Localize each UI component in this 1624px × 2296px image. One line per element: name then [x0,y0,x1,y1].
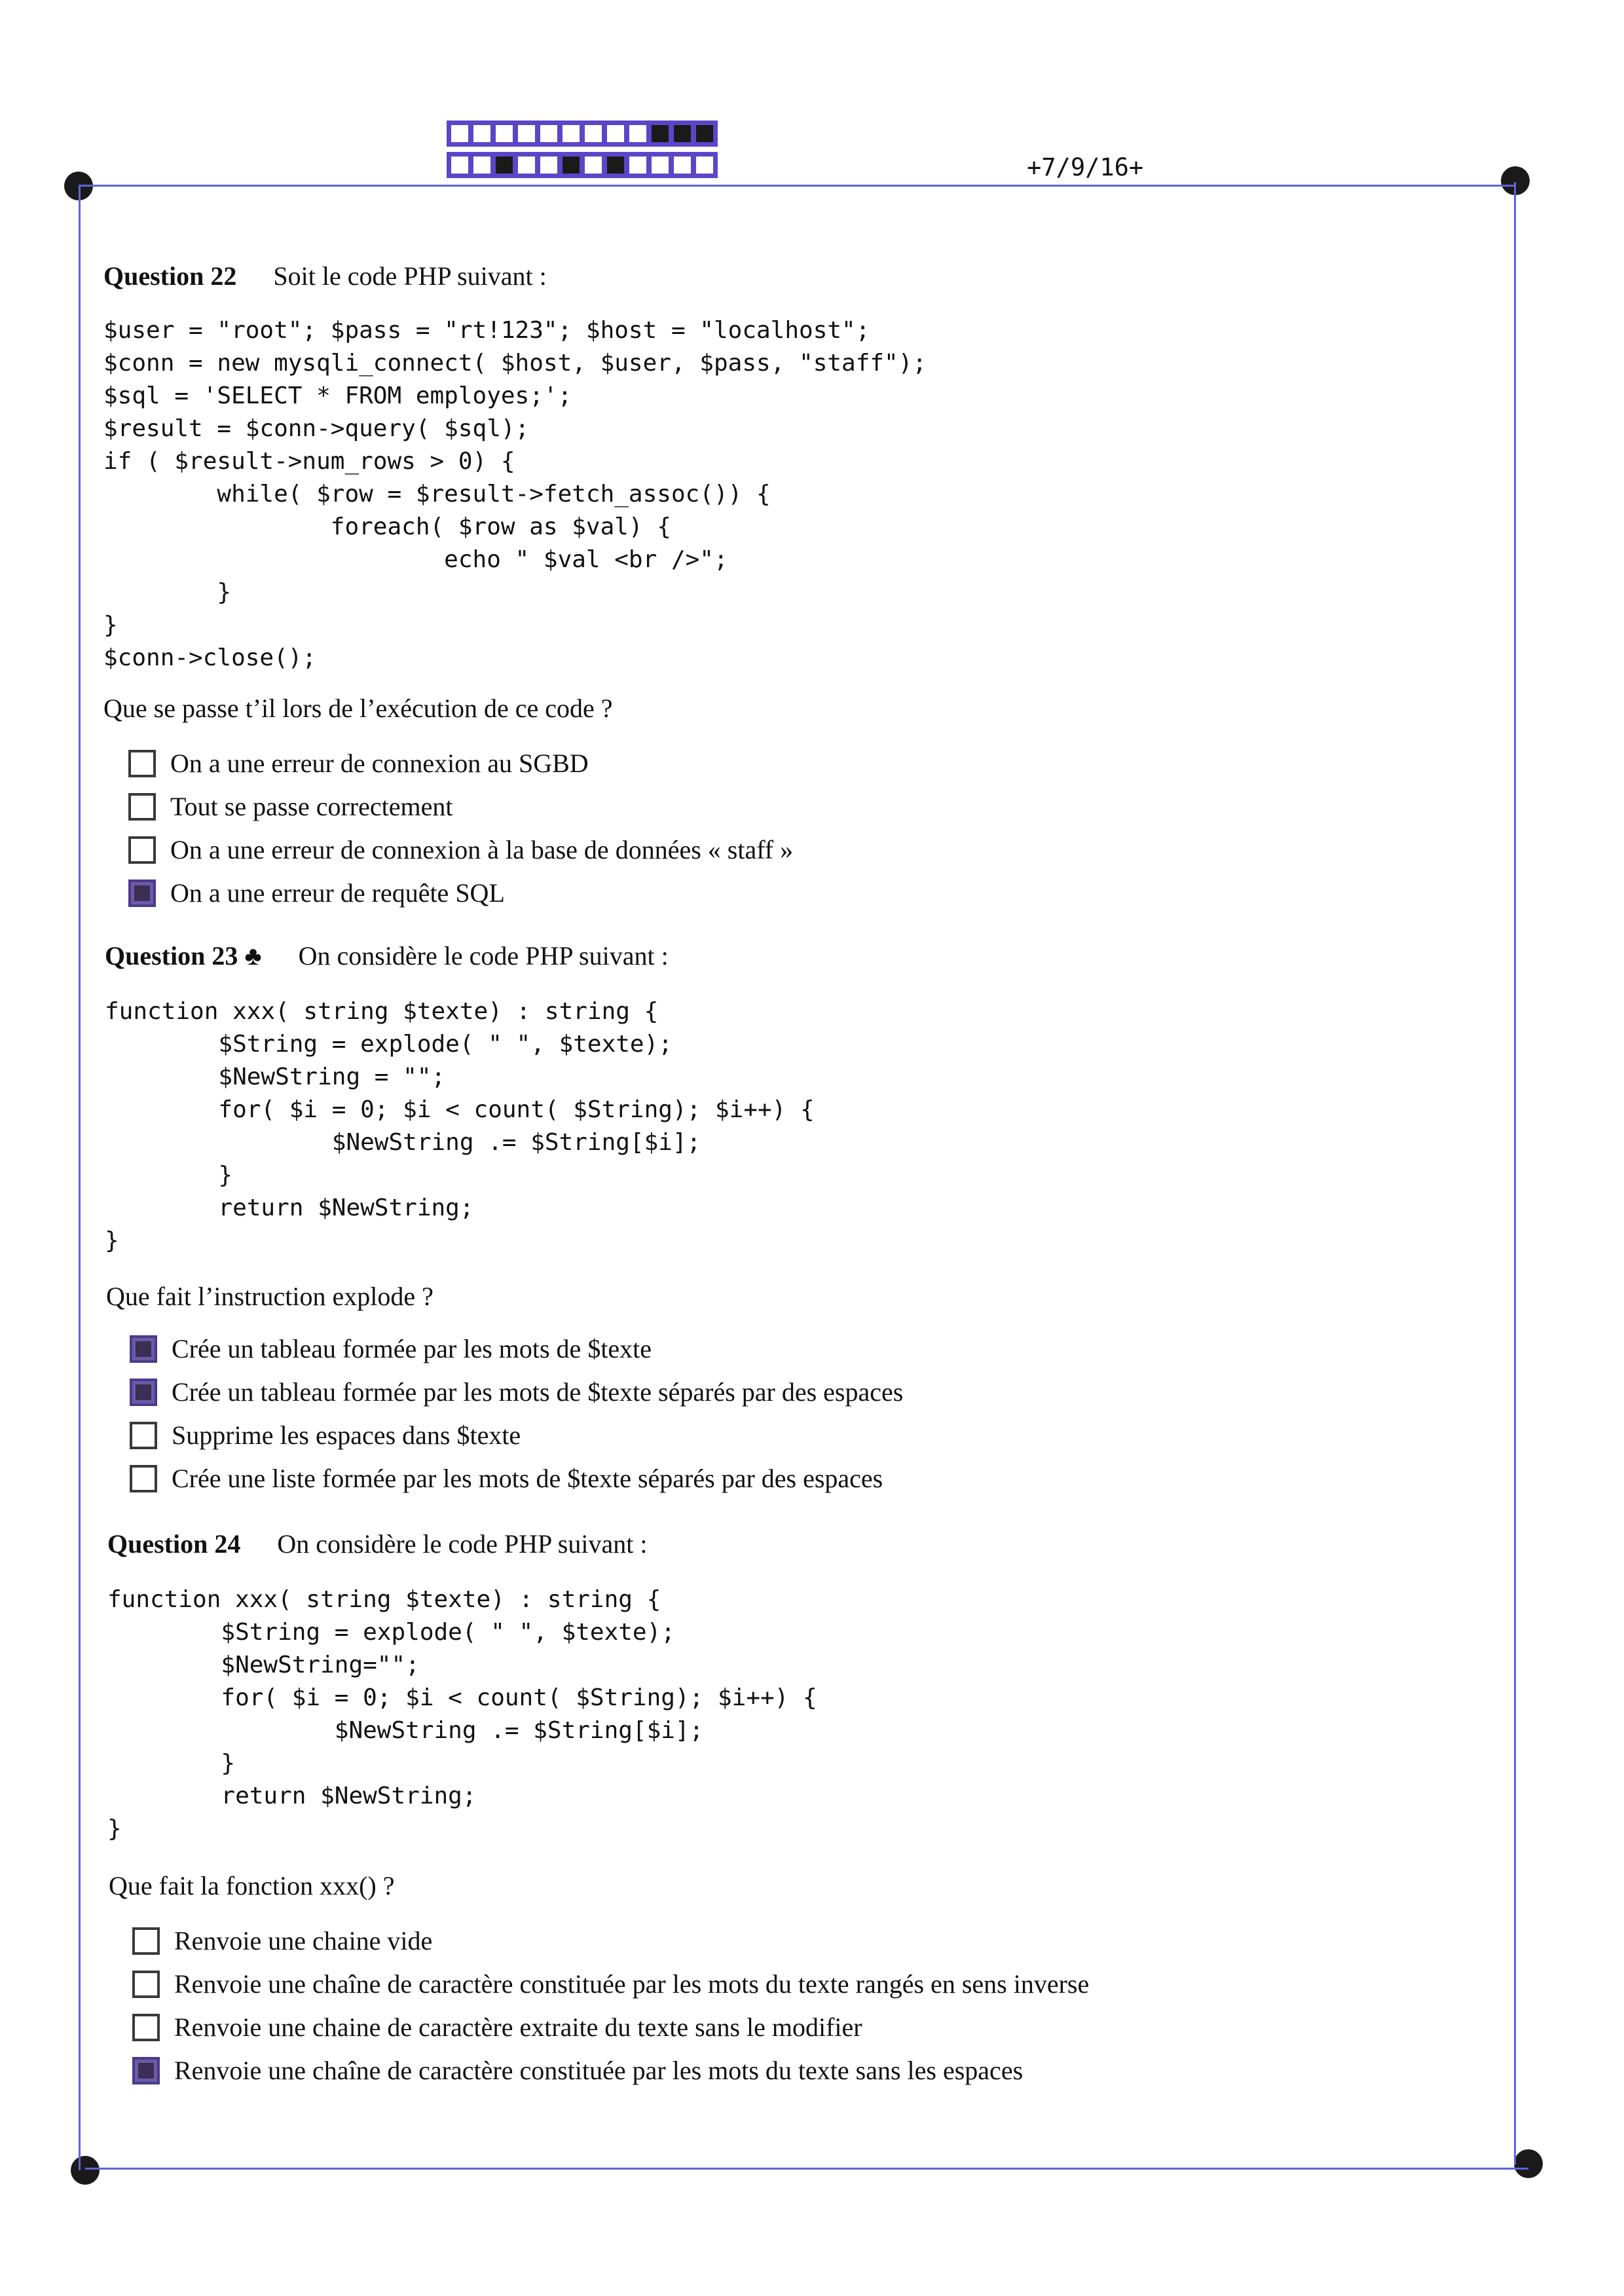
answer-option[interactable] [132,2055,1023,2086]
answer-option[interactable] [132,2012,862,2043]
checkbox[interactable] [130,1379,157,1406]
page-code: +7/9/16+ [1027,153,1144,181]
code-cell [515,154,538,176]
question-intro: On considère le code PHP suivant : [277,1529,648,1559]
option-label: Supprime les espaces dans $texte [172,1420,521,1450]
question-24-header [107,1528,647,1559]
answer-option[interactable] [128,748,589,779]
question-prompt: Que fait l’instruction explode ? [106,1282,434,1311]
frame-right-rule [1514,182,1516,2165]
answer-option[interactable] [130,1463,883,1494]
option-label: On a une erreur de requête SQL [170,878,505,908]
code-cell [538,122,560,145]
question-22-header [103,261,547,291]
checkbox[interactable] [128,836,156,864]
checkbox[interactable] [130,1422,157,1449]
checkbox[interactable] [130,1335,157,1363]
code-cell [560,154,582,176]
question-number: Question 24 [107,1529,241,1559]
code-cell [560,122,582,145]
question-number: Question 23 ♣ [105,941,262,971]
answer-option[interactable] [130,1420,521,1451]
code-cell [471,154,493,176]
code-cell [582,154,604,176]
question-intro: Soit le code PHP suivant : [273,261,547,291]
answer-option[interactable] [128,878,505,908]
answer-option[interactable] [132,1925,432,1956]
answer-option[interactable] [128,791,452,822]
question-prompt: Que se passe t’il lors de l’exécution de ce code ? [103,694,613,723]
checkbox[interactable] [128,750,156,777]
option-label: Tout se passe correctement [170,792,453,821]
question-intro: On considère le code PHP suivant : [298,941,669,971]
code-cell [604,122,627,145]
question-number: Question 22 [103,261,237,291]
option-label: On a une erreur de connexion à la base de données « staff » [170,835,794,864]
code-block: $user = "root"; $pass = "rt!123"; $host = "localhost"; $conn = new mysqli_connect( $host, $user, $pass, "staff"); $sql = 'SELECT * FROM employes;'; $result = $conn->query( $sql); if ( $result->num_rows > 0) { while( $row = $result->fetch_assoc()) { foreach( $row as $val) { echo " $val <br />"; } } $conn->close(); [103,317,927,671]
option-label: On a une erreur de connexion au SGBD [170,749,589,778]
code-cell [627,154,649,176]
option-label: Renvoie une chaine vide [174,1926,433,1955]
code-cell [693,122,716,145]
checkbox[interactable] [128,880,156,907]
page-code-bar-top [447,120,718,147]
code-cell [671,122,693,145]
code-cell [649,122,671,145]
option-label: Renvoie une chaine de caractère extraite du texte sans le modifier [174,2012,862,2042]
corner-mark-bottom-right [1514,2149,1543,2178]
code-cell [627,122,649,145]
checkbox[interactable] [132,2057,160,2084]
option-label: Crée une liste formée par les mots de $texte séparés par des espaces [172,1464,883,1493]
code-cell [493,122,515,145]
code-cell [604,154,627,176]
option-label: Renvoie une chaîne de caractère constituée par les mots du texte rangés en sens inverse [174,1969,1090,1999]
corner-mark-bottom-left [71,2156,100,2185]
checkbox[interactable] [132,1971,160,1998]
answer-option[interactable] [128,834,793,865]
page-code-bar-bottom [447,152,718,178]
option-label: Crée un tableau formée par les mots de $texte [172,1334,652,1363]
frame-left-rule [79,186,81,2170]
code-cell [649,154,671,176]
code-cell [449,122,471,145]
option-label: Crée un tableau formée par les mots de $texte séparés par des espaces [172,1377,904,1407]
question-23-header [105,940,669,971]
checkbox[interactable] [128,793,156,821]
frame-top-rule [79,185,1515,187]
answer-option[interactable] [132,1969,1089,1999]
code-cell [693,154,716,176]
code-block: function xxx( string $texte) : string { $String = explode( " ", $texte); $NewString=""; for( $i = 0; $i < count( $String); $i++) { $NewString .= $String[$i]; } return $NewString; } [107,1586,817,1842]
code-cell [582,122,604,145]
answer-option[interactable] [130,1333,652,1364]
code-cell [515,122,538,145]
question-prompt: Que fait la fonction xxx() ? [109,1871,395,1900]
code-cell [449,154,471,176]
code-cell [538,154,560,176]
code-cell [471,122,493,145]
code-cell [671,154,693,176]
code-block: function xxx( string $texte) : string { $String = explode( " ", $texte); $NewString = ""; for( $i = 0; $i < count( $String); $i++) { $NewString .= $String[$i]; } return $NewString; } [105,998,815,1254]
answer-option[interactable] [130,1377,903,1407]
checkbox[interactable] [132,1927,160,1955]
code-cell [493,154,515,176]
option-label: Renvoie une chaîne de caractère constituée par les mots du texte sans les espaces [174,2056,1024,2085]
checkbox[interactable] [132,2014,160,2041]
checkbox[interactable] [130,1465,157,1492]
frame-bottom-rule [85,2168,1528,2170]
